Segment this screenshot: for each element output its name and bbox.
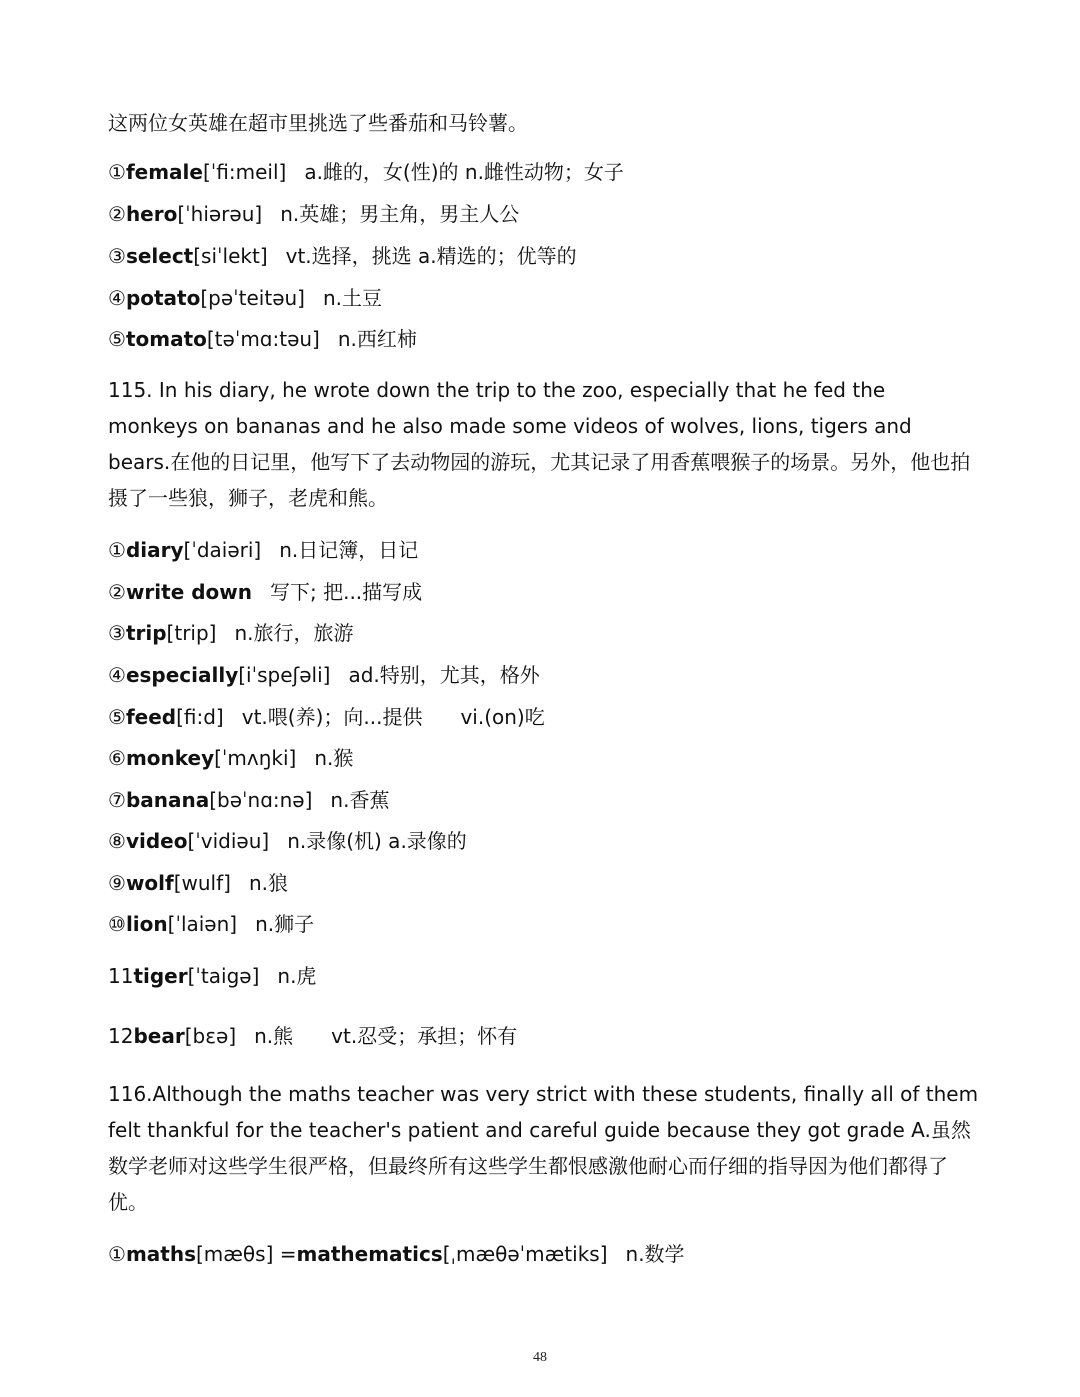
definition: n.狮子 bbox=[255, 912, 315, 936]
vocab-entry bbox=[108, 912, 314, 936]
vocab-word: video bbox=[125, 829, 188, 853]
vocab-word: feed bbox=[125, 705, 177, 729]
vocab-entry bbox=[108, 244, 577, 268]
definition-secondary: vt.忍受；承担；怀有 bbox=[331, 1024, 518, 1048]
entry-number: ③ bbox=[108, 244, 126, 268]
vocab-entry bbox=[108, 705, 545, 729]
vocab-entry bbox=[108, 871, 288, 895]
definition: n.熊 bbox=[254, 1024, 294, 1048]
entry-number: ② bbox=[108, 202, 126, 226]
entry-number: ⑧ bbox=[108, 829, 126, 853]
entry-number: ① bbox=[108, 1242, 126, 1266]
vocab-entry bbox=[108, 327, 417, 351]
vocab-word: trip bbox=[125, 621, 167, 645]
vocab-entry bbox=[108, 746, 353, 770]
vocab-entry bbox=[108, 663, 540, 687]
definition: n.香蕉 bbox=[330, 788, 390, 812]
vocab-entry bbox=[108, 621, 354, 645]
entry-number: ④ bbox=[108, 663, 126, 687]
phonetic: [iˈspeʃəli] bbox=[238, 663, 331, 687]
vocab-word: wolf bbox=[125, 871, 174, 895]
vocab-word: banana bbox=[125, 788, 210, 812]
entry-number: ⑤ bbox=[108, 327, 126, 351]
entry-number: ⑤ bbox=[108, 705, 126, 729]
definition: n.数学 bbox=[625, 1242, 685, 1266]
phonetic: [trip] bbox=[166, 621, 217, 645]
definition: n.旅行，旅游 bbox=[234, 621, 354, 645]
definition: n.虎 bbox=[277, 964, 317, 988]
definition: n.英雄；男主角，男主人公 bbox=[280, 202, 520, 226]
definition: ad.特别，尤其，格外 bbox=[348, 663, 540, 687]
entry-number: ③ bbox=[108, 621, 126, 645]
vocab-word: bear bbox=[133, 1024, 185, 1048]
phonetic: [ˈvidiəu] bbox=[187, 829, 270, 853]
vocab-word: female bbox=[125, 160, 203, 184]
phonetic: [pəˈteitəu] bbox=[200, 286, 305, 310]
definition: n.狼 bbox=[248, 871, 289, 895]
phonetic: [siˈlekt] bbox=[193, 244, 268, 268]
definition: n.录像(机) a.录像的 bbox=[287, 829, 467, 853]
phonetic: [bεə] bbox=[184, 1024, 237, 1048]
definition: vt.喂(养)；向...提供 bbox=[241, 705, 423, 729]
vocab-entry bbox=[108, 788, 389, 812]
phonetic: [wulf] bbox=[173, 871, 231, 895]
entry-number: ① bbox=[108, 538, 126, 562]
phonetic: [bəˈnɑ:nə] bbox=[209, 788, 313, 812]
definition: a.雌的，女(性)的 n.雌性动物；女子 bbox=[304, 160, 624, 184]
vocab-entry bbox=[108, 160, 624, 184]
entry-number: 12 bbox=[108, 1024, 134, 1048]
phonetic: [təˈmɑ:təu] bbox=[206, 327, 320, 351]
entry-number: ⑥ bbox=[108, 746, 126, 770]
intro-sentence: 这两位女英雄在超市里挑选了些番茄和马铃薯。 bbox=[108, 111, 528, 135]
vocab-word: write down bbox=[125, 580, 252, 604]
phonetic: [fi:d] bbox=[176, 705, 224, 729]
vocab-word: select bbox=[125, 244, 194, 268]
vocab-entry bbox=[108, 964, 316, 988]
entry-number: 11 bbox=[108, 964, 134, 988]
vocab-word-alt: mathematics bbox=[296, 1242, 443, 1266]
vocab-entry bbox=[108, 580, 422, 604]
phonetic: [mæθs] bbox=[195, 1242, 274, 1266]
vocab-word: hero bbox=[125, 202, 178, 226]
vocab-word: tomato bbox=[125, 327, 207, 351]
definition-secondary: vi.(on)吃 bbox=[460, 705, 545, 729]
sentence-116: 116.Although the maths teacher was very strict with these students, finally all of them felt thankful for the teacher's patient and careful guide because they got grade A.虽然数学老师对这些学生很严格，但最终所有这些学生都恨感激他耐心而仔细的指导因为他们都得了优。 bbox=[108, 1082, 979, 1214]
phonetic: [ˈmʌŋki] bbox=[214, 746, 297, 770]
phonetic: [ˈhiərəu] bbox=[177, 202, 263, 226]
phonetic: [ˈtaigə] bbox=[187, 964, 260, 988]
vocab-word: lion bbox=[125, 912, 168, 936]
phonetic-alt: [ˌmæθəˈmætiks] bbox=[442, 1242, 608, 1266]
vocab-word: monkey bbox=[125, 746, 215, 770]
vocab-entry bbox=[108, 202, 519, 226]
vocab-entry bbox=[108, 1024, 517, 1048]
vocab-entry bbox=[108, 538, 418, 562]
definition: 写下; 把...描写成 bbox=[270, 580, 423, 604]
vocab-word: especially bbox=[125, 663, 239, 687]
entry-number: ⑩ bbox=[108, 912, 126, 936]
entry-number: ② bbox=[108, 580, 126, 604]
entry-number: ⑨ bbox=[108, 871, 126, 895]
equals-sign: = bbox=[273, 1242, 297, 1266]
entry-number: ⑦ bbox=[108, 788, 126, 812]
definition: vt.选择，挑选 a.精选的；优等的 bbox=[285, 244, 577, 268]
definition: n.西红柿 bbox=[337, 327, 417, 351]
entry-number: ① bbox=[108, 160, 126, 184]
vocab-entry bbox=[108, 829, 467, 853]
phonetic: [ˈlaiən] bbox=[167, 912, 238, 936]
definition: n.土豆 bbox=[323, 286, 383, 310]
vocab-entry bbox=[108, 286, 382, 310]
vocab-entry bbox=[108, 1242, 685, 1266]
phonetic: [ˈfi:meil] bbox=[202, 160, 287, 184]
page-number: 48 bbox=[533, 1350, 547, 1365]
vocab-word: tiger bbox=[133, 964, 188, 988]
vocab-word: diary bbox=[125, 538, 184, 562]
definition: n.猴 bbox=[314, 746, 354, 770]
sentence-115: 115. In his diary, he wrote down the trip to the zoo, especially that he fed the monkeys on bananas and he also made some videos of wolves, lions, tigers and bears.在他的日记里，他写下了去动物园的游玩，尤其记录了用香蕉喂猴子的场景。另外，他也拍摄了一些狼，狮子，老虎和熊。 bbox=[108, 378, 971, 510]
entry-number: ④ bbox=[108, 286, 126, 310]
vocab-word: maths bbox=[125, 1242, 196, 1266]
phonetic: [ˈdaiəri] bbox=[183, 538, 262, 562]
vocab-word: potato bbox=[125, 286, 201, 310]
definition: n.日记簿，日记 bbox=[279, 538, 419, 562]
